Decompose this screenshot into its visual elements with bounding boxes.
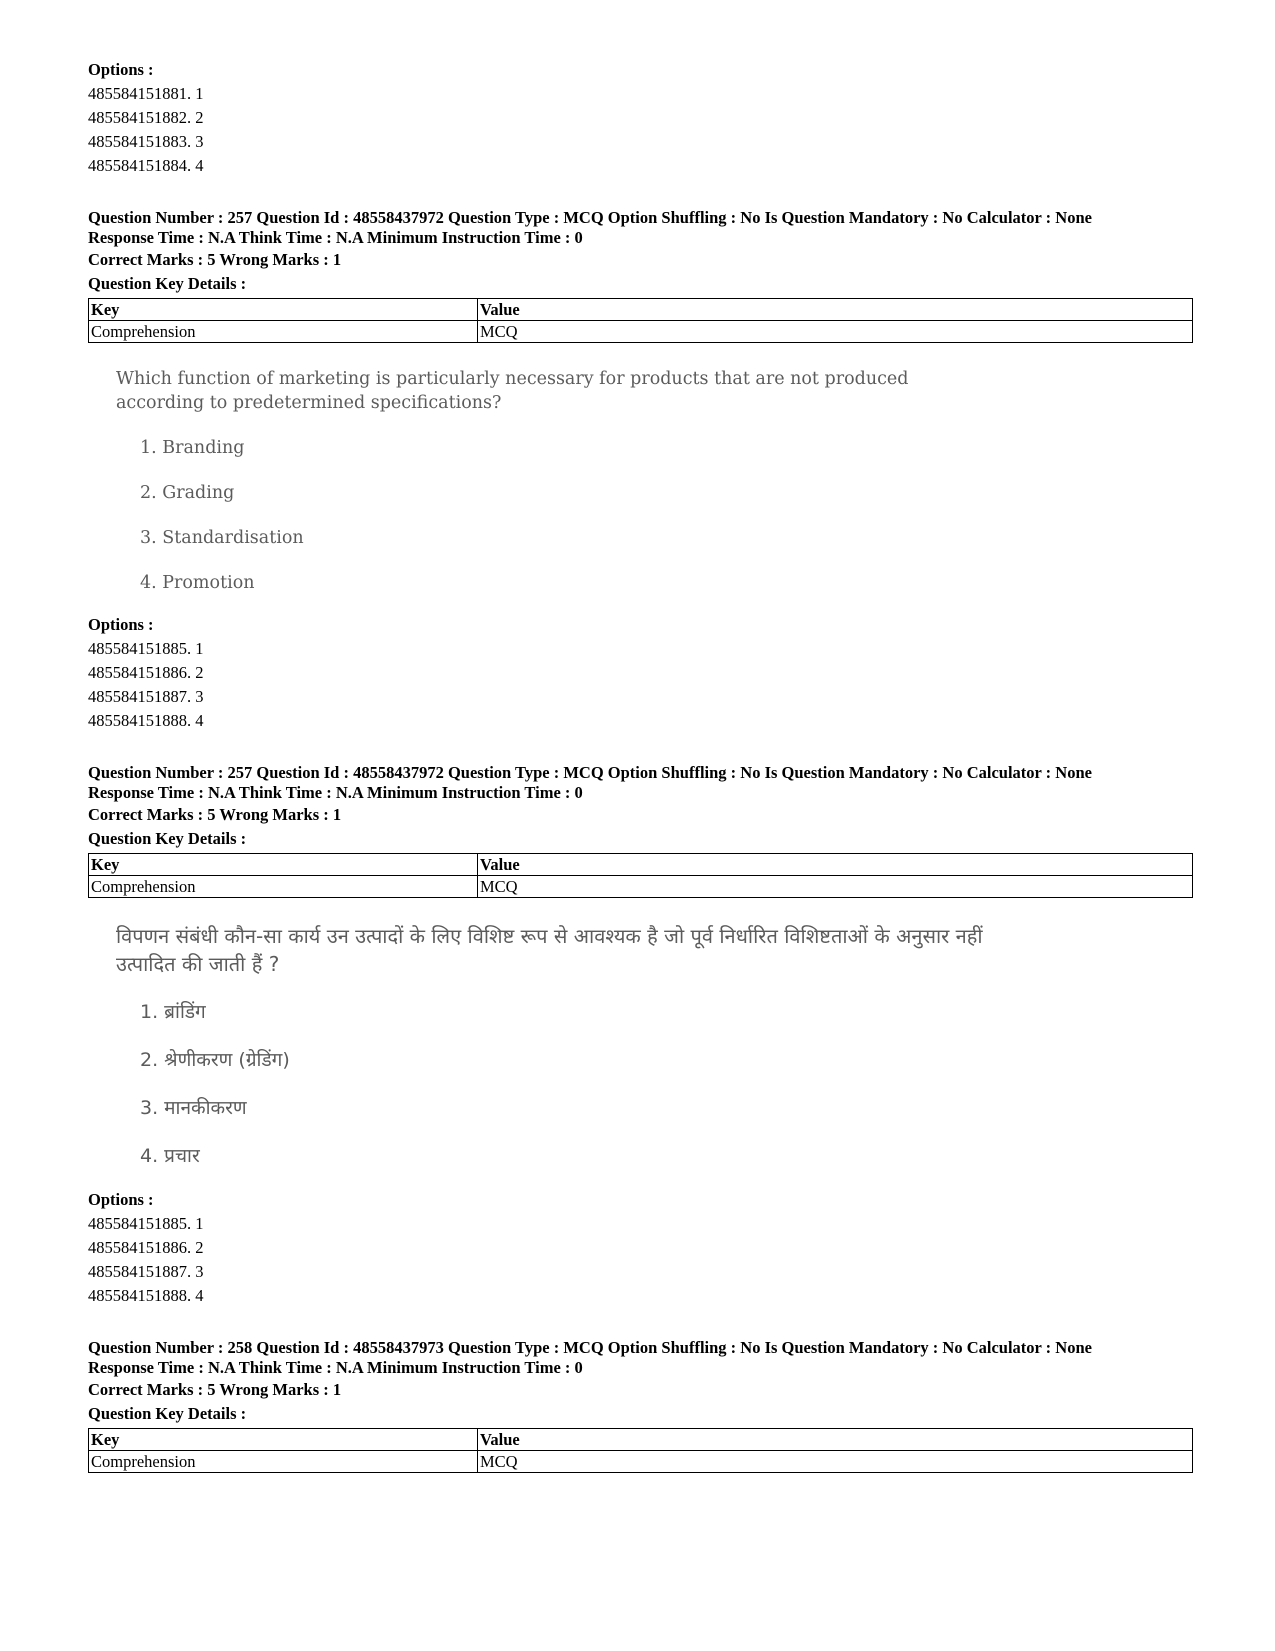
question-meta <box>88 208 1195 248</box>
table-header-row <box>89 854 1193 876</box>
question-choice: 1. ब्रांडिंग <box>140 1001 206 1023</box>
marks-line: Correct Marks : 5 Wrong Marks : 1 <box>88 250 342 269</box>
table-header-row <box>89 1429 1193 1451</box>
question-text: Which function of marketing is particularly necessary for products that are not produced according to predetermined specifications? <box>116 369 909 413</box>
question-block <box>88 763 1195 1308</box>
question-block <box>88 208 1195 733</box>
key-cell: Comprehension <box>89 321 478 343</box>
question-key-table <box>88 298 1193 343</box>
key-header: Key <box>89 854 478 876</box>
table-row <box>89 1451 1193 1473</box>
table-row <box>89 321 1193 343</box>
marks-line: Correct Marks : 5 Wrong Marks : 1 <box>88 805 342 824</box>
key-header: Key <box>89 299 478 321</box>
question-key-table <box>88 853 1193 898</box>
option-item: 485584151883. 3 <box>88 132 204 151</box>
value-header: Value <box>478 854 1193 876</box>
marks-line: Correct Marks : 5 Wrong Marks : 1 <box>88 1380 342 1399</box>
question-meta-line: Question Number : 257 Question Id : 48558437972 Question Type : MCQ Option Shuffling : No Is Question Mandatory : No Calculator : None <box>88 763 1092 782</box>
option-item: 485584151888. 4 <box>88 1286 204 1305</box>
option-item: 485584151886. 2 <box>88 1238 204 1257</box>
question-meta <box>88 1338 1195 1378</box>
options-label: Options : <box>88 60 154 79</box>
value-cell: MCQ <box>478 1451 1193 1473</box>
option-item: 485584151888. 4 <box>88 711 204 730</box>
options-section <box>88 1188 1195 1308</box>
question-meta-line: Response Time : N.A Think Time : N.A Minimum Instruction Time : 0 <box>88 1358 583 1377</box>
value-header: Value <box>478 1429 1193 1451</box>
option-item: 485584151886. 2 <box>88 663 204 682</box>
question-key-table <box>88 1428 1193 1473</box>
question-paper-page <box>88 58 1195 1473</box>
options-label: Options : <box>88 1190 154 1209</box>
option-item: 485584151881. 1 <box>88 84 204 103</box>
question-meta-line: Question Number : 258 Question Id : 48558437973 Question Type : MCQ Option Shuffling : No Is Question Mandatory : No Calculator : None <box>88 1338 1092 1357</box>
question-text: विपणन संबंधी कौन-सा कार्य उन उत्पादों के लिए विशिष्ट रूप से आवश्यक है जो पूर्व निर्धारित विशिष्टताओं के अनुसार नहीं उत्पादित की जाती हैं ? <box>116 924 983 976</box>
option-item: 485584151887. 3 <box>88 1262 204 1281</box>
options-section <box>88 58 1195 178</box>
value-cell: MCQ <box>478 321 1193 343</box>
question-meta-line: Response Time : N.A Think Time : N.A Minimum Instruction Time : 0 <box>88 783 583 802</box>
question-key-details-label: Question Key Details : <box>88 1404 247 1423</box>
question-image <box>116 922 1195 1170</box>
question-image <box>116 367 1195 595</box>
option-item: 485584151885. 1 <box>88 639 204 658</box>
options-label: Options : <box>88 615 154 634</box>
question-choice: 3. Standardisation <box>140 528 304 548</box>
question-choice: 1. Branding <box>140 438 245 458</box>
value-header: Value <box>478 299 1193 321</box>
key-cell: Comprehension <box>89 876 478 898</box>
table-row <box>89 876 1193 898</box>
options-section <box>88 613 1195 733</box>
question-key-details-label: Question Key Details : <box>88 829 247 848</box>
question-meta-line: Question Number : 257 Question Id : 48558437972 Question Type : MCQ Option Shuffling : No Is Question Mandatory : No Calculator : None <box>88 208 1092 227</box>
key-header: Key <box>89 1429 478 1451</box>
question-choice: 4. प्रचार <box>140 1145 200 1167</box>
option-item: 485584151885. 1 <box>88 1214 204 1233</box>
question-choice: 2. Grading <box>140 483 235 503</box>
question-block <box>88 1338 1195 1473</box>
question-choice: 3. मानकीकरण <box>140 1097 247 1119</box>
option-item: 485584151882. 2 <box>88 108 204 127</box>
option-item: 485584151884. 4 <box>88 156 204 175</box>
value-cell: MCQ <box>478 876 1193 898</box>
question-key-details-label: Question Key Details : <box>88 274 247 293</box>
question-meta <box>88 763 1195 803</box>
question-choice: 2. श्रेणीकरण (ग्रेडिंग) <box>140 1049 290 1071</box>
table-header-row <box>89 299 1193 321</box>
option-item: 485584151887. 3 <box>88 687 204 706</box>
key-cell: Comprehension <box>89 1451 478 1473</box>
question-choice: 4. Promotion <box>140 573 255 593</box>
question-meta-line: Response Time : N.A Think Time : N.A Minimum Instruction Time : 0 <box>88 228 583 247</box>
